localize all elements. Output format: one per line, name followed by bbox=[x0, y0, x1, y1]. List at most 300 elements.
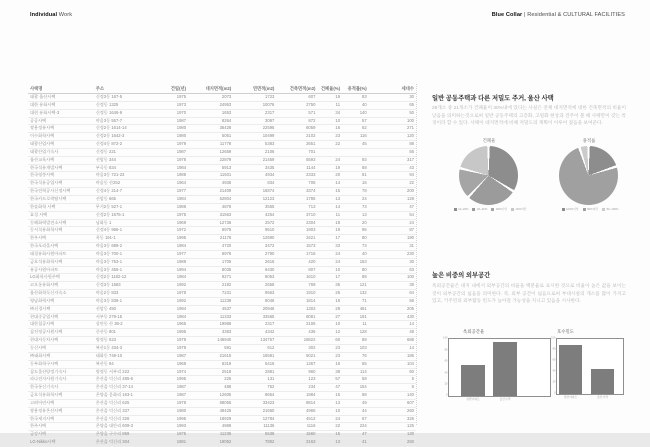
table-cell: 33423 bbox=[233, 399, 276, 407]
table-row bbox=[28, 407, 416, 415]
table-cell: 한국통신기숙사 bbox=[28, 384, 94, 392]
header-left-bold: Individual bbox=[30, 12, 58, 18]
table-cell: 1986 bbox=[157, 203, 188, 211]
table-cell: 21409 bbox=[188, 188, 233, 196]
table-cell: 1980 bbox=[157, 133, 188, 141]
table-cell: 2616 bbox=[233, 258, 276, 266]
table-cell: 태광 울산사택 bbox=[28, 94, 94, 102]
table-cell: 15 bbox=[317, 392, 342, 400]
table-cell: 63 bbox=[369, 266, 416, 274]
table-cell: 1969 bbox=[157, 360, 188, 368]
legend-label: 50~100% bbox=[606, 207, 619, 211]
table-cell: 326 bbox=[369, 415, 416, 423]
table-cell: 769 bbox=[276, 282, 317, 290]
table-cell: 19 bbox=[317, 227, 342, 235]
table-cell: 6 bbox=[369, 384, 416, 392]
table-cell: 88 bbox=[369, 141, 416, 149]
table-row bbox=[28, 305, 416, 313]
table-cell: 146940 bbox=[188, 337, 233, 345]
table-row bbox=[28, 180, 416, 188]
table-cell: 19 bbox=[317, 164, 342, 172]
table-cell: 461 bbox=[342, 305, 369, 313]
table-row bbox=[28, 376, 416, 384]
table-cell: 47 bbox=[369, 203, 416, 211]
table-cell: 1984 bbox=[276, 392, 317, 400]
table-row bbox=[28, 360, 416, 368]
table-cell: 185 bbox=[369, 352, 416, 360]
legend-label: 100%이상 bbox=[566, 207, 579, 211]
table-cell: 12736 bbox=[188, 219, 233, 227]
table-cell: 200 bbox=[369, 188, 416, 196]
table-cell: 17 bbox=[317, 235, 342, 243]
legend-item bbox=[583, 207, 599, 211]
table-cell: 56 bbox=[369, 148, 416, 156]
column-header: 세대수 bbox=[369, 85, 416, 94]
table-cell: 81 bbox=[342, 172, 369, 180]
table-cell: 11136 bbox=[233, 423, 276, 431]
table-cell: 온산읍 덕신리 37-14 bbox=[94, 384, 158, 392]
table-cell: 2333 bbox=[276, 172, 317, 180]
table-cell: 2102 bbox=[276, 133, 317, 141]
table-cell: 한국포리올사택 bbox=[28, 243, 94, 251]
table-cell: 1984 bbox=[157, 274, 188, 282]
table-cell: 18 bbox=[317, 219, 342, 227]
table-cell: 2518 bbox=[188, 368, 233, 376]
table-row bbox=[28, 235, 416, 243]
column-header: 사택명 bbox=[28, 85, 94, 94]
table-cell: 태경유화사원아파트 bbox=[28, 250, 94, 258]
table-row bbox=[28, 368, 416, 376]
legend-swatch bbox=[602, 208, 605, 211]
table-cell: 153 bbox=[342, 258, 369, 266]
table-cell: 온산읍 덕신리 326 bbox=[94, 415, 158, 423]
table-cell: 4936 bbox=[188, 180, 233, 188]
table-cell: 1723 bbox=[233, 94, 276, 102]
table-cell: 11 bbox=[342, 321, 369, 329]
table-cell: 1786 bbox=[276, 195, 317, 203]
table-row bbox=[28, 203, 416, 211]
table-cell: 1977 bbox=[157, 250, 188, 258]
table-cell: 16 bbox=[342, 180, 369, 188]
table-cell: 591 bbox=[188, 345, 233, 353]
table-cell: 5538 bbox=[233, 431, 276, 439]
table-row bbox=[28, 345, 416, 353]
table-cell: 708 bbox=[276, 180, 317, 188]
table-row bbox=[28, 290, 416, 298]
table-cell: 3097 bbox=[233, 117, 276, 125]
table-cell: 5051 bbox=[188, 133, 233, 141]
table-cell: 2317 bbox=[233, 321, 276, 329]
table-cell: 12659 bbox=[188, 148, 233, 156]
table-row bbox=[28, 227, 416, 235]
table-cell: 대한철공사택 bbox=[28, 321, 94, 329]
table-cell: 4254 bbox=[233, 211, 276, 219]
table-cell: 6976 bbox=[188, 250, 233, 258]
table-cell: 1992 bbox=[157, 297, 188, 305]
legend-label: 20~30% bbox=[476, 207, 488, 211]
table-cell: 1965 bbox=[157, 321, 188, 329]
y-tick-label: 0 bbox=[446, 393, 448, 397]
table-cell: 713 bbox=[276, 203, 317, 211]
table-cell: 16 bbox=[317, 125, 342, 133]
table-cell: 1144 bbox=[276, 164, 317, 172]
y-tick-label: 100 bbox=[551, 336, 556, 340]
table-cell: 5 bbox=[369, 376, 416, 384]
table-cell: 18929 bbox=[188, 415, 233, 423]
bar-chart-household-density bbox=[551, 336, 624, 399]
table-cell: 2658 bbox=[233, 282, 276, 290]
table-cell: 3374 bbox=[276, 188, 317, 196]
table-cell: 83 bbox=[342, 94, 369, 102]
table-cell: 23 bbox=[317, 345, 342, 353]
table-row bbox=[28, 109, 416, 117]
table-cell: 49 bbox=[342, 399, 369, 407]
legend-swatch bbox=[491, 208, 494, 211]
table-cell: 302 bbox=[276, 345, 317, 353]
table-cell: 태광산업사택 bbox=[28, 141, 94, 149]
table-cell: 8046 bbox=[233, 297, 276, 305]
table-cell: 동신사택 bbox=[28, 345, 94, 353]
column-header: 용적률(%) bbox=[342, 85, 369, 94]
table-cell: 1980 bbox=[157, 125, 188, 133]
table-cell: 128 bbox=[342, 329, 369, 337]
table-cell: 33 bbox=[317, 243, 342, 251]
table-cell: 9271 bbox=[188, 274, 233, 282]
table-cell: 1978 bbox=[157, 156, 188, 164]
table-cell: 야음3동 700-1 bbox=[94, 250, 158, 258]
table-cell: 44 bbox=[342, 407, 369, 415]
table-cell: 47 bbox=[317, 384, 342, 392]
table-cell: 30 bbox=[369, 258, 416, 266]
y-tick-label: 0 bbox=[554, 391, 556, 395]
table-cell: 33565 bbox=[233, 313, 276, 321]
table-row bbox=[28, 321, 416, 329]
table-cell: 41 bbox=[342, 439, 369, 447]
table-cell: 온산읍 덕신리 337 bbox=[94, 407, 158, 415]
table-cell: 온산읍 덕신리 485-6 bbox=[94, 376, 158, 384]
table-cell: 12605 bbox=[188, 392, 233, 400]
table-cell: 128 bbox=[369, 195, 416, 203]
table-row bbox=[28, 133, 416, 141]
table-cell: 1975 bbox=[157, 94, 188, 102]
table-cell: 4969 bbox=[188, 423, 233, 431]
table-cell: 13 bbox=[342, 211, 369, 219]
table-cell: 2304 bbox=[276, 219, 317, 227]
pie-far-title: 용적률 bbox=[582, 138, 596, 143]
table-cell: 1987 bbox=[157, 384, 188, 392]
table-cell: 100 bbox=[369, 274, 416, 282]
table-cell: 야음3동 689-2 bbox=[94, 243, 158, 251]
table-cell: 62 bbox=[342, 125, 369, 133]
table-cell: 225 bbox=[188, 376, 233, 384]
table-cell: 8654 bbox=[233, 392, 276, 400]
table-cell: 436 bbox=[276, 329, 317, 337]
table-cell: 신정4동 872-2 bbox=[94, 141, 158, 149]
table-row bbox=[28, 266, 416, 274]
table-cell: 울산교육사택 bbox=[28, 156, 94, 164]
table-cell: 복산동 94 bbox=[94, 360, 158, 368]
table-cell: 신정3동 1583 bbox=[94, 282, 158, 290]
table-cell: 21615 bbox=[188, 352, 233, 360]
table-cell: 야음3동 721-23 bbox=[94, 172, 158, 180]
table-cell: 24 bbox=[317, 415, 342, 423]
table-cell: 한국영풍사택 bbox=[28, 172, 94, 180]
table-cell: 20 bbox=[317, 172, 342, 180]
y-tick-label: 100 bbox=[443, 336, 448, 340]
x-category-label: 울산사택 bbox=[499, 396, 511, 401]
table-cell: 온양읍 운화리 163-1 bbox=[94, 392, 158, 400]
column-header: 건폐율(%) bbox=[317, 85, 342, 94]
table-cell: 67 bbox=[342, 415, 369, 423]
table-cell: 12784 bbox=[233, 415, 276, 423]
table-row bbox=[28, 117, 416, 125]
table-cell: 7231 bbox=[188, 290, 233, 298]
table-cell: 1987 bbox=[157, 352, 188, 360]
table-cell: 4965 bbox=[276, 407, 317, 415]
table-cell: 3472 bbox=[233, 243, 276, 251]
header-right-rest: | Residential & CULTURAL FACILITIES bbox=[522, 12, 625, 18]
table-cell: 남화동 1 bbox=[94, 219, 158, 227]
y-tick-label: 40 bbox=[444, 370, 448, 374]
table-cell: 95 bbox=[342, 227, 369, 235]
table-cell: 87 bbox=[369, 227, 416, 235]
table-cell: 신정동 1646-9 bbox=[94, 109, 158, 117]
table-row bbox=[28, 431, 416, 439]
table-row bbox=[28, 297, 416, 305]
table-cell: 125 bbox=[369, 423, 416, 431]
table-cell: 4342 bbox=[233, 329, 276, 337]
table-cell: 34 bbox=[317, 109, 342, 117]
table-cell: 65 bbox=[369, 101, 416, 109]
table-cell: 140 bbox=[342, 109, 369, 117]
table-cell: 야음3동 557-7 bbox=[94, 117, 158, 125]
legend-item bbox=[454, 207, 469, 211]
table-cell: 607 bbox=[276, 94, 317, 102]
table-cell: 8081 bbox=[276, 313, 317, 321]
table-cell: 43 bbox=[369, 164, 416, 172]
table-cell: 11333 bbox=[188, 313, 233, 321]
table-cell: 야음3동 753-1 bbox=[94, 258, 158, 266]
table-cell: 30 bbox=[369, 94, 416, 102]
table-cell: 1964 bbox=[157, 180, 188, 188]
bar bbox=[591, 369, 614, 394]
table-cell: 134757 bbox=[233, 337, 276, 345]
table-cell: 57 bbox=[317, 376, 342, 384]
table-cell: LG화학사원주택 bbox=[28, 274, 94, 282]
table-cell: 1610 bbox=[276, 274, 317, 282]
table-cell: 11501 bbox=[188, 172, 233, 180]
table-cell: 온양읍 대안리 609-3 bbox=[94, 423, 158, 431]
table-cell: 쌍용정유사택 bbox=[28, 125, 94, 133]
table-cell: 5913 bbox=[188, 164, 233, 172]
table-cell: 6430 bbox=[233, 266, 276, 274]
table-cell: 420 bbox=[276, 258, 317, 266]
table-cell: 무거2동 527-1 bbox=[94, 203, 158, 211]
table-cell: 94 bbox=[369, 172, 416, 180]
table-row bbox=[28, 399, 416, 407]
table-row bbox=[28, 101, 416, 109]
table-cell: 1116 bbox=[276, 423, 317, 431]
table-cell: 쌍용정유온산사택 bbox=[28, 407, 94, 415]
table-cell: 2572 bbox=[233, 219, 276, 227]
table-cell bbox=[342, 148, 369, 156]
table-cell: 부곡동 834 bbox=[94, 164, 158, 172]
table-cell: 56 bbox=[369, 297, 416, 305]
table-cell: 중산동 801 bbox=[94, 329, 158, 337]
table-cell: 131 bbox=[233, 376, 276, 384]
table-cell: 4512 bbox=[276, 415, 317, 423]
table-cell: 14 bbox=[369, 321, 416, 329]
table-header-row bbox=[28, 85, 416, 94]
table-cell: 1970 bbox=[157, 109, 188, 117]
legend-item bbox=[602, 207, 618, 211]
table-cell: 52804 bbox=[188, 195, 233, 203]
outdoor-section-title: 높은 비중의 외부공간 bbox=[432, 272, 491, 279]
table-cell: 동서석유화학사택 bbox=[28, 227, 94, 235]
table-cell: 701 bbox=[276, 148, 317, 156]
table-cell: 16874 bbox=[233, 188, 276, 196]
table-cell: 191 bbox=[342, 313, 369, 321]
table-cell: 22595 bbox=[233, 125, 276, 133]
table-cell: 5416 bbox=[233, 360, 276, 368]
y-tick-label: 20 bbox=[444, 382, 448, 386]
table-cell: 10076 bbox=[233, 101, 276, 109]
table-cell: 야음3동 455-1 bbox=[94, 266, 158, 274]
y-tick-label: 80 bbox=[444, 348, 448, 352]
table-cell: 430 bbox=[369, 313, 416, 321]
table-cell: 신정2동 1614-14 bbox=[94, 125, 158, 133]
table-row bbox=[28, 172, 416, 180]
table-cell: 신정4동 966-1 bbox=[94, 227, 158, 235]
table-cell: 488 bbox=[188, 384, 233, 392]
table-cell: 120 bbox=[369, 133, 416, 141]
table-cell: 230 bbox=[369, 250, 416, 258]
table-cell: 2881 bbox=[233, 368, 276, 376]
table-cell: 36428 bbox=[188, 125, 233, 133]
y-tick-label: 40 bbox=[552, 369, 556, 373]
table-cell: 효성 사택 bbox=[28, 211, 94, 219]
table-cell: 68 bbox=[342, 392, 369, 400]
table-cell: 8264 bbox=[188, 117, 233, 125]
table-cell: 10 bbox=[317, 266, 342, 274]
table-cell: 21660 bbox=[233, 407, 276, 415]
table-cell: 19052 bbox=[188, 439, 233, 447]
table-cell: 132 bbox=[342, 290, 369, 298]
table-cell: 1972 bbox=[157, 227, 188, 235]
table-cell: 3710 bbox=[276, 211, 317, 219]
table-cell: 동해화력발전소사택 bbox=[28, 219, 94, 227]
pie-far-legend bbox=[545, 207, 635, 211]
table-cell: 27 bbox=[317, 313, 342, 321]
table-cell: 12123 bbox=[233, 195, 276, 203]
table-cell: 607 bbox=[369, 399, 416, 407]
table-cell: 23 bbox=[317, 352, 342, 360]
table-cell: 울산화학독신자숙소 bbox=[28, 290, 94, 298]
table-cell: 금강사택 bbox=[28, 431, 94, 439]
table-cell: 1995 bbox=[157, 235, 188, 243]
table-cell: 19988 bbox=[188, 321, 233, 329]
table-cell: 12 bbox=[317, 329, 342, 337]
table-cell: 260 bbox=[369, 407, 416, 415]
page-header-left bbox=[30, 12, 72, 18]
table-cell: 100 bbox=[369, 117, 416, 125]
table-cell: 16581 bbox=[233, 352, 276, 360]
table-cell: 73 bbox=[342, 203, 369, 211]
table-cell: 이수화학사택 bbox=[28, 133, 94, 141]
table-cell: 15 bbox=[317, 188, 342, 196]
table-cell: 2317 bbox=[233, 109, 276, 117]
legend-label: 10%미만 bbox=[515, 207, 527, 211]
table-cell: 130 bbox=[369, 431, 416, 439]
table-cell: 신정2동 1642-3 bbox=[94, 133, 158, 141]
table-cell: 123 bbox=[276, 376, 317, 384]
legend-swatch bbox=[472, 208, 475, 211]
table-cell: 22 bbox=[317, 141, 342, 149]
table-cell: 47 bbox=[342, 431, 369, 439]
table-cell: 1979 bbox=[157, 141, 188, 149]
table-cell: 11238 bbox=[188, 297, 233, 305]
table-cell: 250 bbox=[369, 439, 416, 447]
table-cell: 17 bbox=[317, 274, 342, 282]
table-cell: 온산읍 덕신리 625 bbox=[94, 399, 158, 407]
bar bbox=[461, 365, 485, 396]
column-header: 대지면적(m2) bbox=[188, 85, 233, 94]
table-cell: 4537 bbox=[188, 305, 233, 313]
table-cell: 8035 bbox=[188, 266, 233, 274]
table-cell: 한국카프로락탐사택 bbox=[28, 195, 94, 203]
table-cell: 복산1동 434-3 bbox=[94, 345, 158, 353]
table-cell: 78 bbox=[342, 188, 369, 196]
table-cell: 1995 bbox=[157, 376, 188, 384]
legend-label: 50%미만 bbox=[587, 207, 599, 211]
table-cell: 103 bbox=[342, 345, 369, 353]
table-cell: 5383 bbox=[233, 141, 276, 149]
table-cell: 7802 bbox=[233, 439, 276, 447]
table-cell: 1981 bbox=[157, 439, 188, 447]
table-cell: 54 bbox=[369, 211, 416, 219]
table-cell: 태화동 748-10 bbox=[94, 352, 158, 360]
table-cell: 834 bbox=[233, 180, 276, 188]
table-cell: 2651 bbox=[276, 141, 317, 149]
table-row bbox=[28, 313, 416, 321]
table-cell: 9510 bbox=[233, 227, 276, 235]
table-cell: 807 bbox=[276, 266, 317, 274]
table-cell: 2790 bbox=[233, 250, 276, 258]
table-cell: 57 bbox=[342, 117, 369, 125]
table-cell: 872 bbox=[276, 117, 317, 125]
table-cell: 10 bbox=[317, 407, 342, 415]
table-cell: 2750 bbox=[276, 101, 317, 109]
table-cell: 1994 bbox=[157, 266, 188, 274]
table-cell: 9553 bbox=[233, 290, 276, 298]
table-cell: 11235 bbox=[188, 431, 233, 439]
table-row bbox=[28, 439, 416, 447]
bar-outdoor-title: 옥외공간율 bbox=[463, 329, 485, 334]
pie-chart-floor-area-ratio bbox=[559, 146, 618, 205]
table-cell: 76 bbox=[342, 352, 369, 360]
legend-label: 30%이상 bbox=[495, 207, 507, 211]
table-cell bbox=[317, 148, 342, 156]
table-cell: 140 bbox=[369, 392, 416, 400]
table-cell: 1979 bbox=[157, 345, 188, 353]
table-cell: 1303 bbox=[276, 305, 317, 313]
table-row bbox=[28, 188, 416, 196]
table-cell: 한국제지사택 bbox=[28, 415, 94, 423]
table-cell: 1987 bbox=[157, 148, 188, 156]
table-cell: 온산읍 덕신리 304 bbox=[94, 439, 158, 447]
table-cell: 23 bbox=[317, 133, 342, 141]
table-cell: 한국석유개발사택 bbox=[28, 164, 94, 172]
